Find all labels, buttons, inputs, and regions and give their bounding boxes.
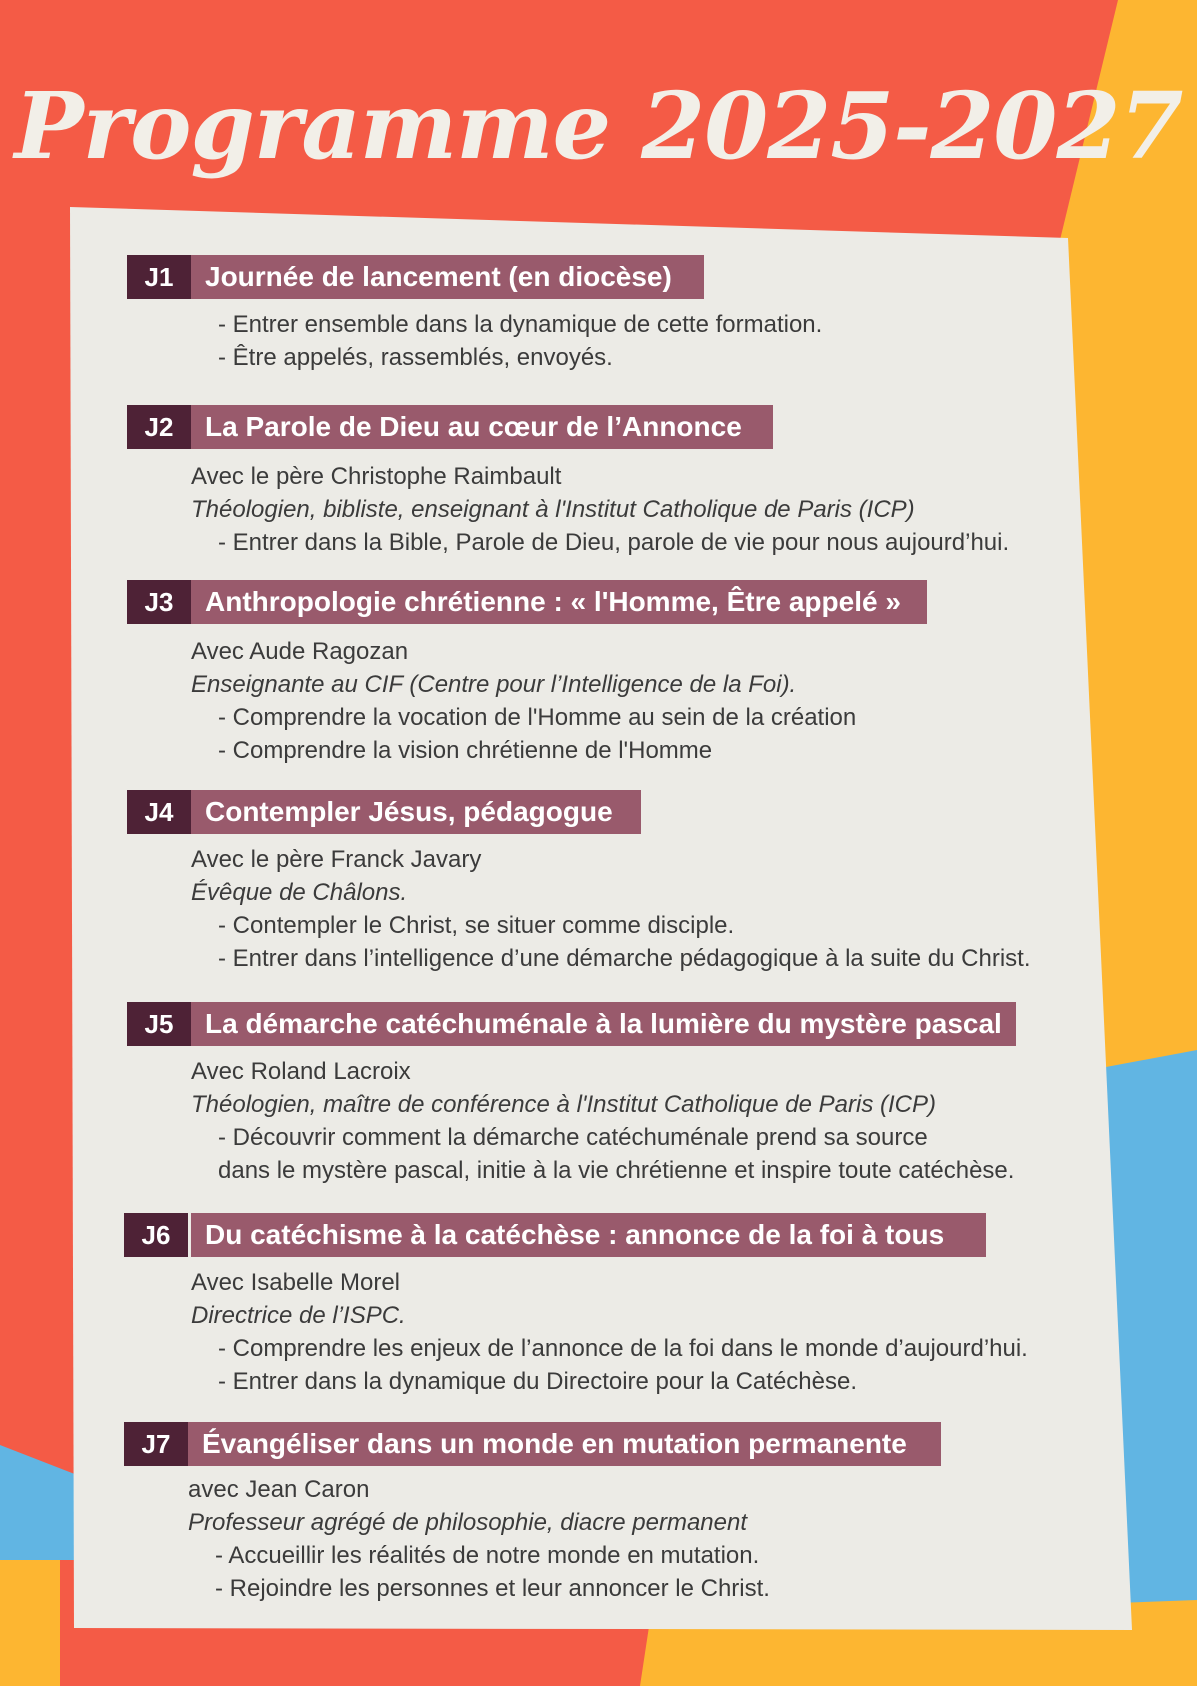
speaker-name: Avec Roland Lacroix (191, 1058, 411, 1085)
section-title: Contempler Jésus, pédagogue (191, 790, 641, 834)
speaker-name: Avec Isabelle Morel (191, 1269, 400, 1296)
speaker-name: Avec Aude Ragozan (191, 638, 409, 665)
objective-line: - Découvrir comment la démarche catéchuménale prend sa source (218, 1124, 928, 1151)
objective-line: - Rejoindre les personnes et leur annoncer le Christ. (215, 1575, 770, 1602)
objective-line: - Entrer dans la Bible, Parole de Dieu, parole de vie pour nous aujourd’hui. (218, 529, 1010, 556)
day-badge: J7 (124, 1422, 188, 1466)
speaker-name: Avec le père Franck Javary (191, 846, 482, 873)
speaker-role: Théologien, bibliste, enseignant à l'Institut Catholique de Paris (ICP) (191, 496, 915, 523)
day-badge: J6 (124, 1213, 188, 1257)
section-title: Du catéchisme à la catéchèse : annonce de la foi à tous (191, 1213, 986, 1257)
objective-line: - Entrer ensemble dans la dynamique de cette formation. (218, 311, 823, 338)
objective-line: - Accueillir les réalités de notre monde en mutation. (215, 1542, 760, 1569)
day-badge: J1 (127, 255, 191, 299)
day-badge: J4 (127, 790, 191, 834)
speaker-role: Enseignante au CIF (Centre pour l’Intelligence de la Foi). (191, 671, 797, 698)
speaker-role: Théologien, maître de conférence à l'Institut Catholique de Paris (ICP) (191, 1091, 936, 1118)
objective-line: - Comprendre la vision chrétienne de l'Homme (218, 737, 713, 764)
objective-line: - Être appelés, rassemblés, envoyés. (218, 344, 613, 371)
page-title: Programme 2025-2027 (14, 72, 1183, 180)
objective-line: - Entrer dans la dynamique du Directoire pour la Catéchèse. (218, 1368, 857, 1395)
section-title: Journée de lancement (en diocèse) (191, 255, 704, 299)
speaker-role: Évêque de Châlons. (191, 879, 408, 906)
section-title: Évangéliser dans un monde en mutation permanente (188, 1422, 941, 1466)
section-title: La démarche catéchuménale à la lumière du mystère pascal (191, 1002, 1016, 1046)
speaker-role: Professeur agrégé de philosophie, diacre permanent (188, 1509, 748, 1536)
day-badge: J2 (127, 405, 191, 449)
objective-line: dans le mystère pascal, initie à la vie chrétienne et inspire toute catéchèse. (218, 1157, 1015, 1184)
objective-line: - Entrer dans l’intelligence d’une démarche pédagogique à la suite du Christ. (218, 945, 1031, 972)
section-title: Anthropologie chrétienne : « l'Homme, Être appelé » (191, 580, 927, 624)
speaker-name: avec Jean Caron (188, 1476, 370, 1503)
day-badge: J5 (127, 1002, 191, 1046)
objective-line: - Comprendre les enjeux de l’annonce de la foi dans le monde d’aujourd’hui. (218, 1335, 1028, 1362)
section-title: La Parole de Dieu au cœur de l’Annonce (191, 405, 773, 449)
speaker-name: Avec le père Christophe Raimbault (191, 463, 562, 490)
day-badge: J3 (127, 580, 191, 624)
speaker-role: Directrice de l’ISPC. (191, 1302, 406, 1329)
objective-line: - Contempler le Christ, se situer comme disciple. (218, 912, 735, 939)
objective-line: - Comprendre la vocation de l'Homme au sein de la création (218, 704, 857, 731)
